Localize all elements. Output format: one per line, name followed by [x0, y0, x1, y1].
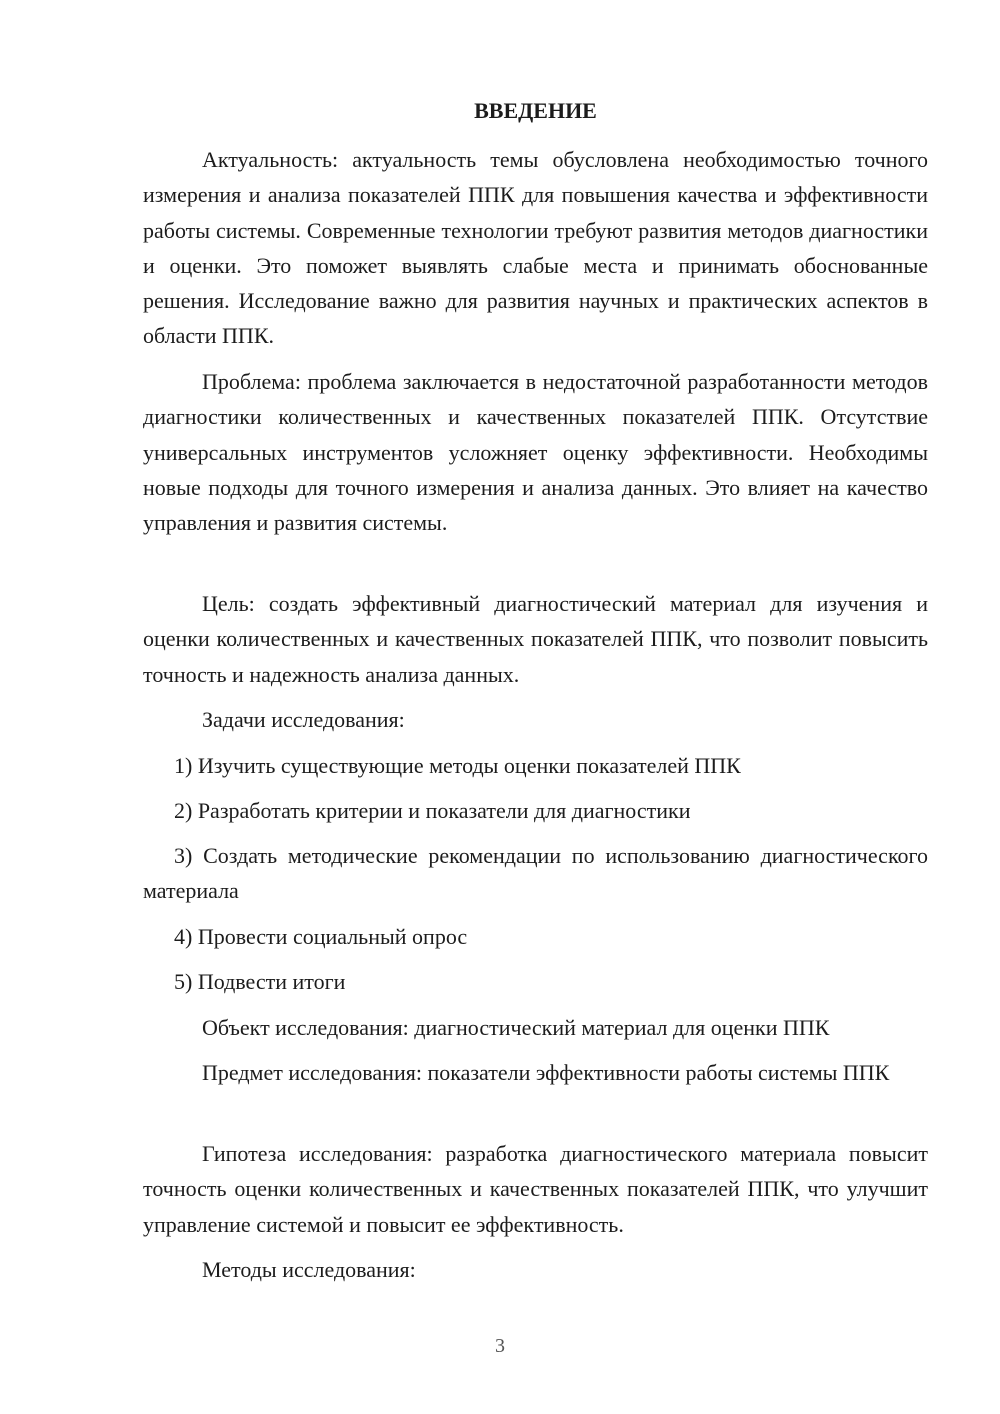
page-title: ВВЕДЕНИЕ	[474, 98, 597, 123]
task-item-5: 5) Подвести итоги	[174, 969, 346, 994]
paragraph-goal: Цель: создать эффективный диагностический материал для изучения и оценки количественных и качественных показателей ППК, что позволит повысить точность и надежность анализа данных.	[143, 591, 928, 687]
page-number: 3	[495, 1335, 505, 1357]
task-item-3: 3) Создать методические рекомендации по использованию диагностического материала	[143, 843, 928, 904]
task-item-4: 4) Провести социальный опрос	[174, 924, 468, 949]
paragraph-subject: Предмет исследования: показатели эффективности работы системы ППК	[202, 1060, 890, 1085]
methods-heading: Методы исследования:	[202, 1257, 416, 1282]
paragraph-object: Объект исследования: диагностический материал для оценки ППК	[202, 1015, 830, 1040]
paragraph-hypothesis: Гипотеза исследования: разработка диагностического материала повысит точность оценки количественных и качественных показателей ППК, что улучшит управление системой и повысит ее эффективность.	[143, 1141, 928, 1237]
task-item-2: 2) Разработать критерии и показатели для диагностики	[174, 798, 691, 823]
tasks-heading: Задачи исследования:	[202, 707, 405, 732]
paragraph-problem: Проблема: проблема заключается в недостаточной разработанности методов диагностики количественных и качественных показателей ППК. Отсутствие универсальных инструментов усложняет оценку эффективности. Необходимы новые подходы для точного измерения и анализа данных. Это влияет на качество управления и развития системы.	[143, 369, 928, 536]
paragraph-relevance: Актуальность: актуальность темы обусловлена необходимостью точного измерения и анализа показателей ППК для повышения качества и эффективности работы системы. Современные технологии требуют развития методов диагностики и оценки. Это поможет выявлять слабые места и принимать обоснованные решения. Исследование важно для развития научных и практических аспектов в области ППК.	[143, 147, 928, 349]
task-item-1: 1) Изучить существующие методы оценки показателей ППК	[174, 753, 741, 778]
